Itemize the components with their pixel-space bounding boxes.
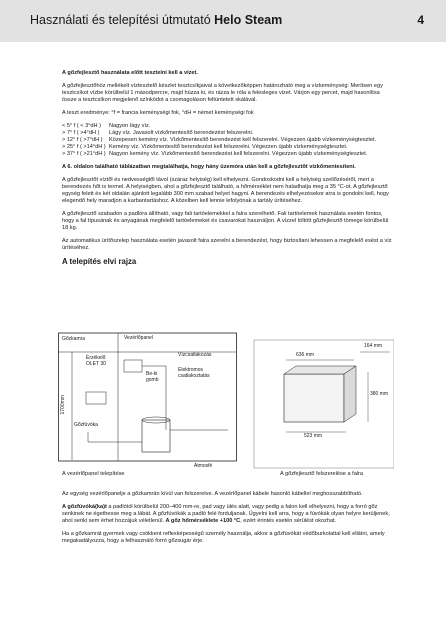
label-dim-636: 636 mm <box>296 352 315 358</box>
sensor-box <box>86 392 106 404</box>
generator-side <box>344 366 356 422</box>
title-brand: Helo Steam <box>214 13 283 27</box>
diagram-drawing <box>58 332 394 480</box>
list-item <box>62 137 392 144</box>
label-steam-room: Gőzkamra <box>62 336 86 342</box>
list-item <box>62 144 392 151</box>
caption-wall-mount: A gőzfejlesztő felszerelése a falra <box>280 471 364 477</box>
bold-text: A gőzfúvóká(ka)t <box>62 504 107 510</box>
label-electric-connection: Elektromos csatlakoztatás <box>178 367 210 379</box>
bold-text: A gőz hőmérséklete +100 °C <box>165 518 241 524</box>
label-dim-523: 523 mm <box>304 433 323 439</box>
hardness-list <box>62 123 392 158</box>
paragraph: Az egység vezérlőpanelje a gőzkamrán kívül van felszerelve. A vezérlőpanel kábele hasonló kábellel meghosszabbítható. <box>62 491 363 497</box>
section-heading: A 6. oldalon található táblázatban megtalálhatja, hogy hány üzemóra után kell a gőzfejlesztőt vízkőmentesíteni. <box>62 164 356 170</box>
grade-value: Nagyon kemény víz. Vízkőmentesítő berendezést kell felszerelni. Végezzen újabb vízkeménységtesztet. <box>109 151 368 157</box>
list-item <box>62 151 392 158</box>
section-heading: A gőzfejlesztő használata előtt teszteini kell a vizet. <box>62 70 198 76</box>
label-control-panel: Vezérlőpanel <box>124 335 153 341</box>
paragraph <box>62 504 392 525</box>
label-dim-380: 380 mm <box>370 391 389 397</box>
grade-key: > 25° f ( >14°dH ) <box>62 144 106 150</box>
main-text <box>62 70 392 269</box>
grade-key: > 37° f ( >21°dH ) <box>62 151 106 157</box>
text: , ezért érintés esetén sérülést okozhat. <box>240 518 337 524</box>
label-sensor: Érzékelő OLET 30 <box>86 355 106 367</box>
generator-front <box>284 374 344 422</box>
grade-key: < 5° f ( < 3°dH ) <box>62 123 101 129</box>
paragraph: Ha a gőzkamrát gyermek vagy csökkent reflexképességű személy használja, akkor a gőzfúvókát védőburkolattal kell ellátni, amely megakadályozza, hogy a felhasználó forró gőzsugár érje. <box>62 531 385 544</box>
control-panel-box <box>124 360 142 372</box>
caption-control-panel: A vezérlőpanel telepítése <box>62 471 125 477</box>
grade-value: Nagyon lágy víz. <box>109 123 151 129</box>
paragraph: Az automatikus ürítőszelep használata esetén javasolt falra szerelni a berendezést, hogy biztosítani lehessen a megfelelő esést a víz ürítéséhez. <box>62 238 392 251</box>
installation-diagram <box>58 332 394 480</box>
paragraph: A gőzfejlesztő szabadon a padlóra állítható, vagy fali tartóelemekkel a falra szerelhető. Fali tartóelemek használata esetén fontos, hogy a fal típusának és anyagának megfelelő tartóelemeket és csavarokat használjon. A vízzel töltött gőzfejlesztő tömege körülbelül 18 kg. <box>62 211 389 231</box>
title-prefix: Használati és telepítési útmutató <box>30 13 211 27</box>
grade-value: Kemény víz. Vízkőmentesítő berendezést kell felszerelni. Végezzen újabb vízkeménységtesztet. <box>109 144 348 150</box>
text: a padlótól körülbelül 200–400 mm-re, pad vagy ülés alatt, vagy pedig a falon kell elhelyezni, hogy a forró gőz senkinek ne égethesse meg a lábát. A gőzfúvókák a padló felé forduljanak. Ügyelni kell arra, hogy a fúvókák olyan helyre kerüljenek, ahol senki sem érhet hozzájuk véletlenül. <box>62 504 390 524</box>
generator-top-face <box>284 366 356 374</box>
bottom-text <box>62 491 392 551</box>
grade-value: Közepesen kemény víz. Vízkőmentesítő berendezést kell felszerelni. Végezzen újabb vízkeménységtesztet. <box>109 137 377 143</box>
paragraph: A gőzfejlesztőhöz mellékelt víztesztelő készlet tesztcsíkjaival a következőképpen határozható meg a vízkeménység: Merítsen egy tesztcsíkot vízbe körülbelül 1 másodpercre, majd húzza ki, és rázza le róla a felesleges vizet. Várjon egy percet, majd hasonlítsa össze a tesztcsíkon megjelenő színkódot a csomagoláson feltüntetett skálával. <box>62 83 383 103</box>
grade-value: Lágy víz. Javasolt vízkőmentesítő berendezést felszerelni. <box>109 130 254 136</box>
paragraph: A teszt eredménye: °f = francia keménységi fok, °dH = német keménységi fok <box>62 110 254 116</box>
grade-key: > 12° f ( >7°dH ) <box>62 137 103 143</box>
label-dim-164: 164 mm <box>364 343 383 349</box>
label-atmosfe: Atmosfé <box>194 463 213 469</box>
list-item <box>62 123 392 130</box>
document-title <box>30 13 282 27</box>
label-power-button: Be-ki gomb <box>146 371 159 383</box>
label-water-connection: Vízcsatlakozás <box>178 352 212 358</box>
list-item <box>62 130 392 137</box>
label-steam-nozzle: Gőzfúvóka <box>74 422 98 428</box>
paragraph: A gőzfejlesztőt víztől és nedvességtől távol (száraz helyiség) kell elhelyezni. Gondoskodni kell a helyiség szellőzéséről, mert a berendezés hőt is termel. A helyiségben, ahol a gőzfejlesztő található, a hőmérséklet nem haladhatja meg a 35 °C-ot. A gőzfejlesztő egység felett és két oldalán ajánlott legalább 300 mm szabad helyet hagyni. A berendezés elhelyezésekor arra is gondolni kell, hogy elegendő hely maradjon a karbantartáshoz. A közelben kell lennie lefolyónak a tartály ürítéséhez. <box>62 177 389 204</box>
grade-key: > 7° f ( >4°dH ) <box>62 130 100 136</box>
diagram-title: A telepítés elvi rajza <box>62 257 137 266</box>
label-height: 1700mm <box>59 395 66 415</box>
page-header <box>0 0 446 42</box>
page-number: 4 <box>417 13 424 27</box>
